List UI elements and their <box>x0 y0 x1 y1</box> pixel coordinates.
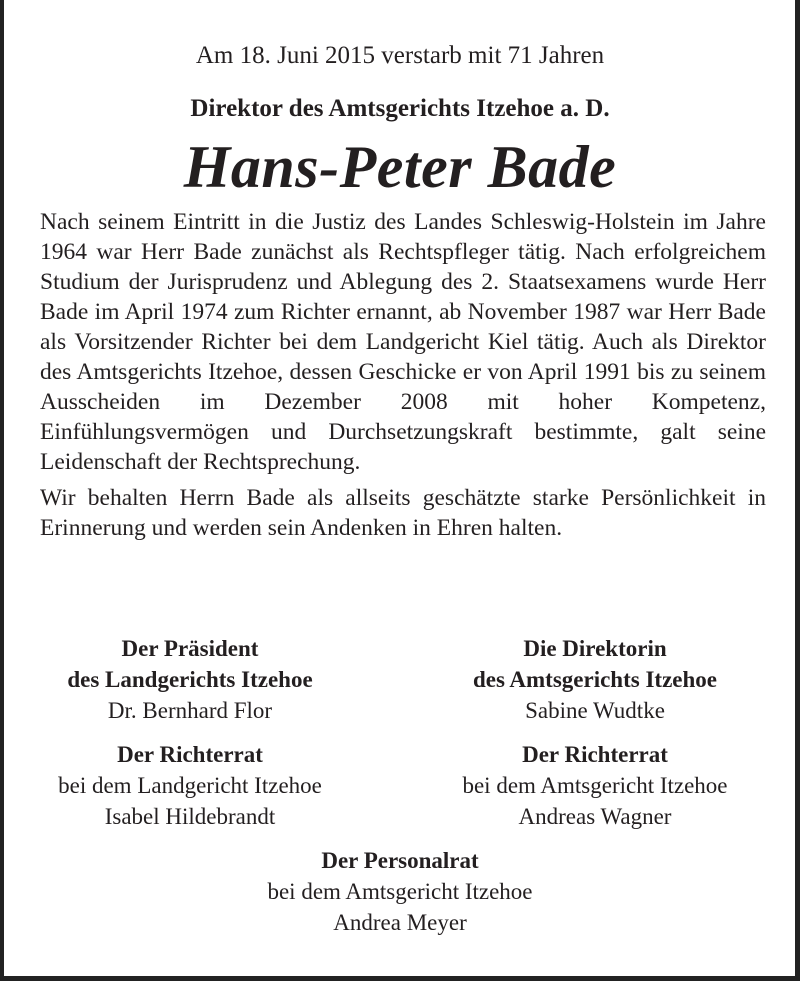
signatory-role: Der Richterrat <box>117 742 263 767</box>
signatory-name: Sabine Wudtke <box>525 698 665 723</box>
signatory-role: Der Personalrat <box>321 848 479 873</box>
deceased-name: Hans-Peter Bade <box>183 134 617 200</box>
signatory-name: Dr. Bernhard Flor <box>107 698 273 723</box>
signatory-richterrat-amtsgericht <box>400 739 790 832</box>
signatory-president-landgericht <box>0 633 380 726</box>
signatory-name: Andrea Meyer <box>333 910 467 935</box>
signatory-richterrat-landgericht <box>0 739 380 832</box>
deceased-title: Direktor des Amtsgerichts Itzehoe a. D. <box>190 95 610 122</box>
signatory-name: Isabel Hildebrandt <box>104 804 276 829</box>
obituary-paragraph-2: Wir behalten Herrn Bade als allseits geschätzte starke Persönlichkeit in Erinnerung und werden sein Andenken in Ehren halten. <box>40 485 766 541</box>
signatory-institution: des Landgerichts Itzehoe <box>67 667 313 692</box>
signatory-role: Der Richterrat <box>522 742 668 767</box>
signatory-institution: des Amtsgerichts Itzehoe <box>472 667 717 692</box>
signatory-director-amtsgericht <box>400 633 790 726</box>
signatory-institution: bei dem Amtsgericht Itzehoe <box>267 879 533 904</box>
signatory-institution: bei dem Landgericht Itzehoe <box>58 773 322 798</box>
signatory-institution: bei dem Amtsgericht Itzehoe <box>462 773 728 798</box>
signatory-role: Die Direktorin <box>523 636 667 661</box>
death-notice-intro: Am 18. Juni 2015 verstarb mit 71 Jahren <box>195 42 605 69</box>
signatory-personalrat-amtsgericht <box>0 845 800 938</box>
signatory-role: Der Präsident <box>121 636 259 661</box>
obituary-paragraph-1: Nach seinem Eintritt in die Justiz des Landes Schleswig-Holstein im Jahre 1964 war Herr Bade zunächst als Rechtspfleger tätig. Nach erfolgreichem Studium der Jurisprudenz und Ablegung des 2. Staatsexamens wurde Herr Bade im April 1974 zum Richter ernannt, ab November 1987 war Herr Bade als Vorsitzender Richter bei dem Landgericht Kiel tätig. Auch als Direktor des Amtsgerichts Itzehoe, dessen Geschicke er von April 1991 bis zu seinem Ausscheiden im Dezember 2008 mit hoher Kompetenz, Einfühlungsvermögen und Durchsetzungskraft bestimmte, galt seine Leidenschaft der Rechtsprechung. <box>40 209 766 475</box>
signatory-name: Andreas Wagner <box>518 804 672 829</box>
obituary-text <box>40 207 766 543</box>
